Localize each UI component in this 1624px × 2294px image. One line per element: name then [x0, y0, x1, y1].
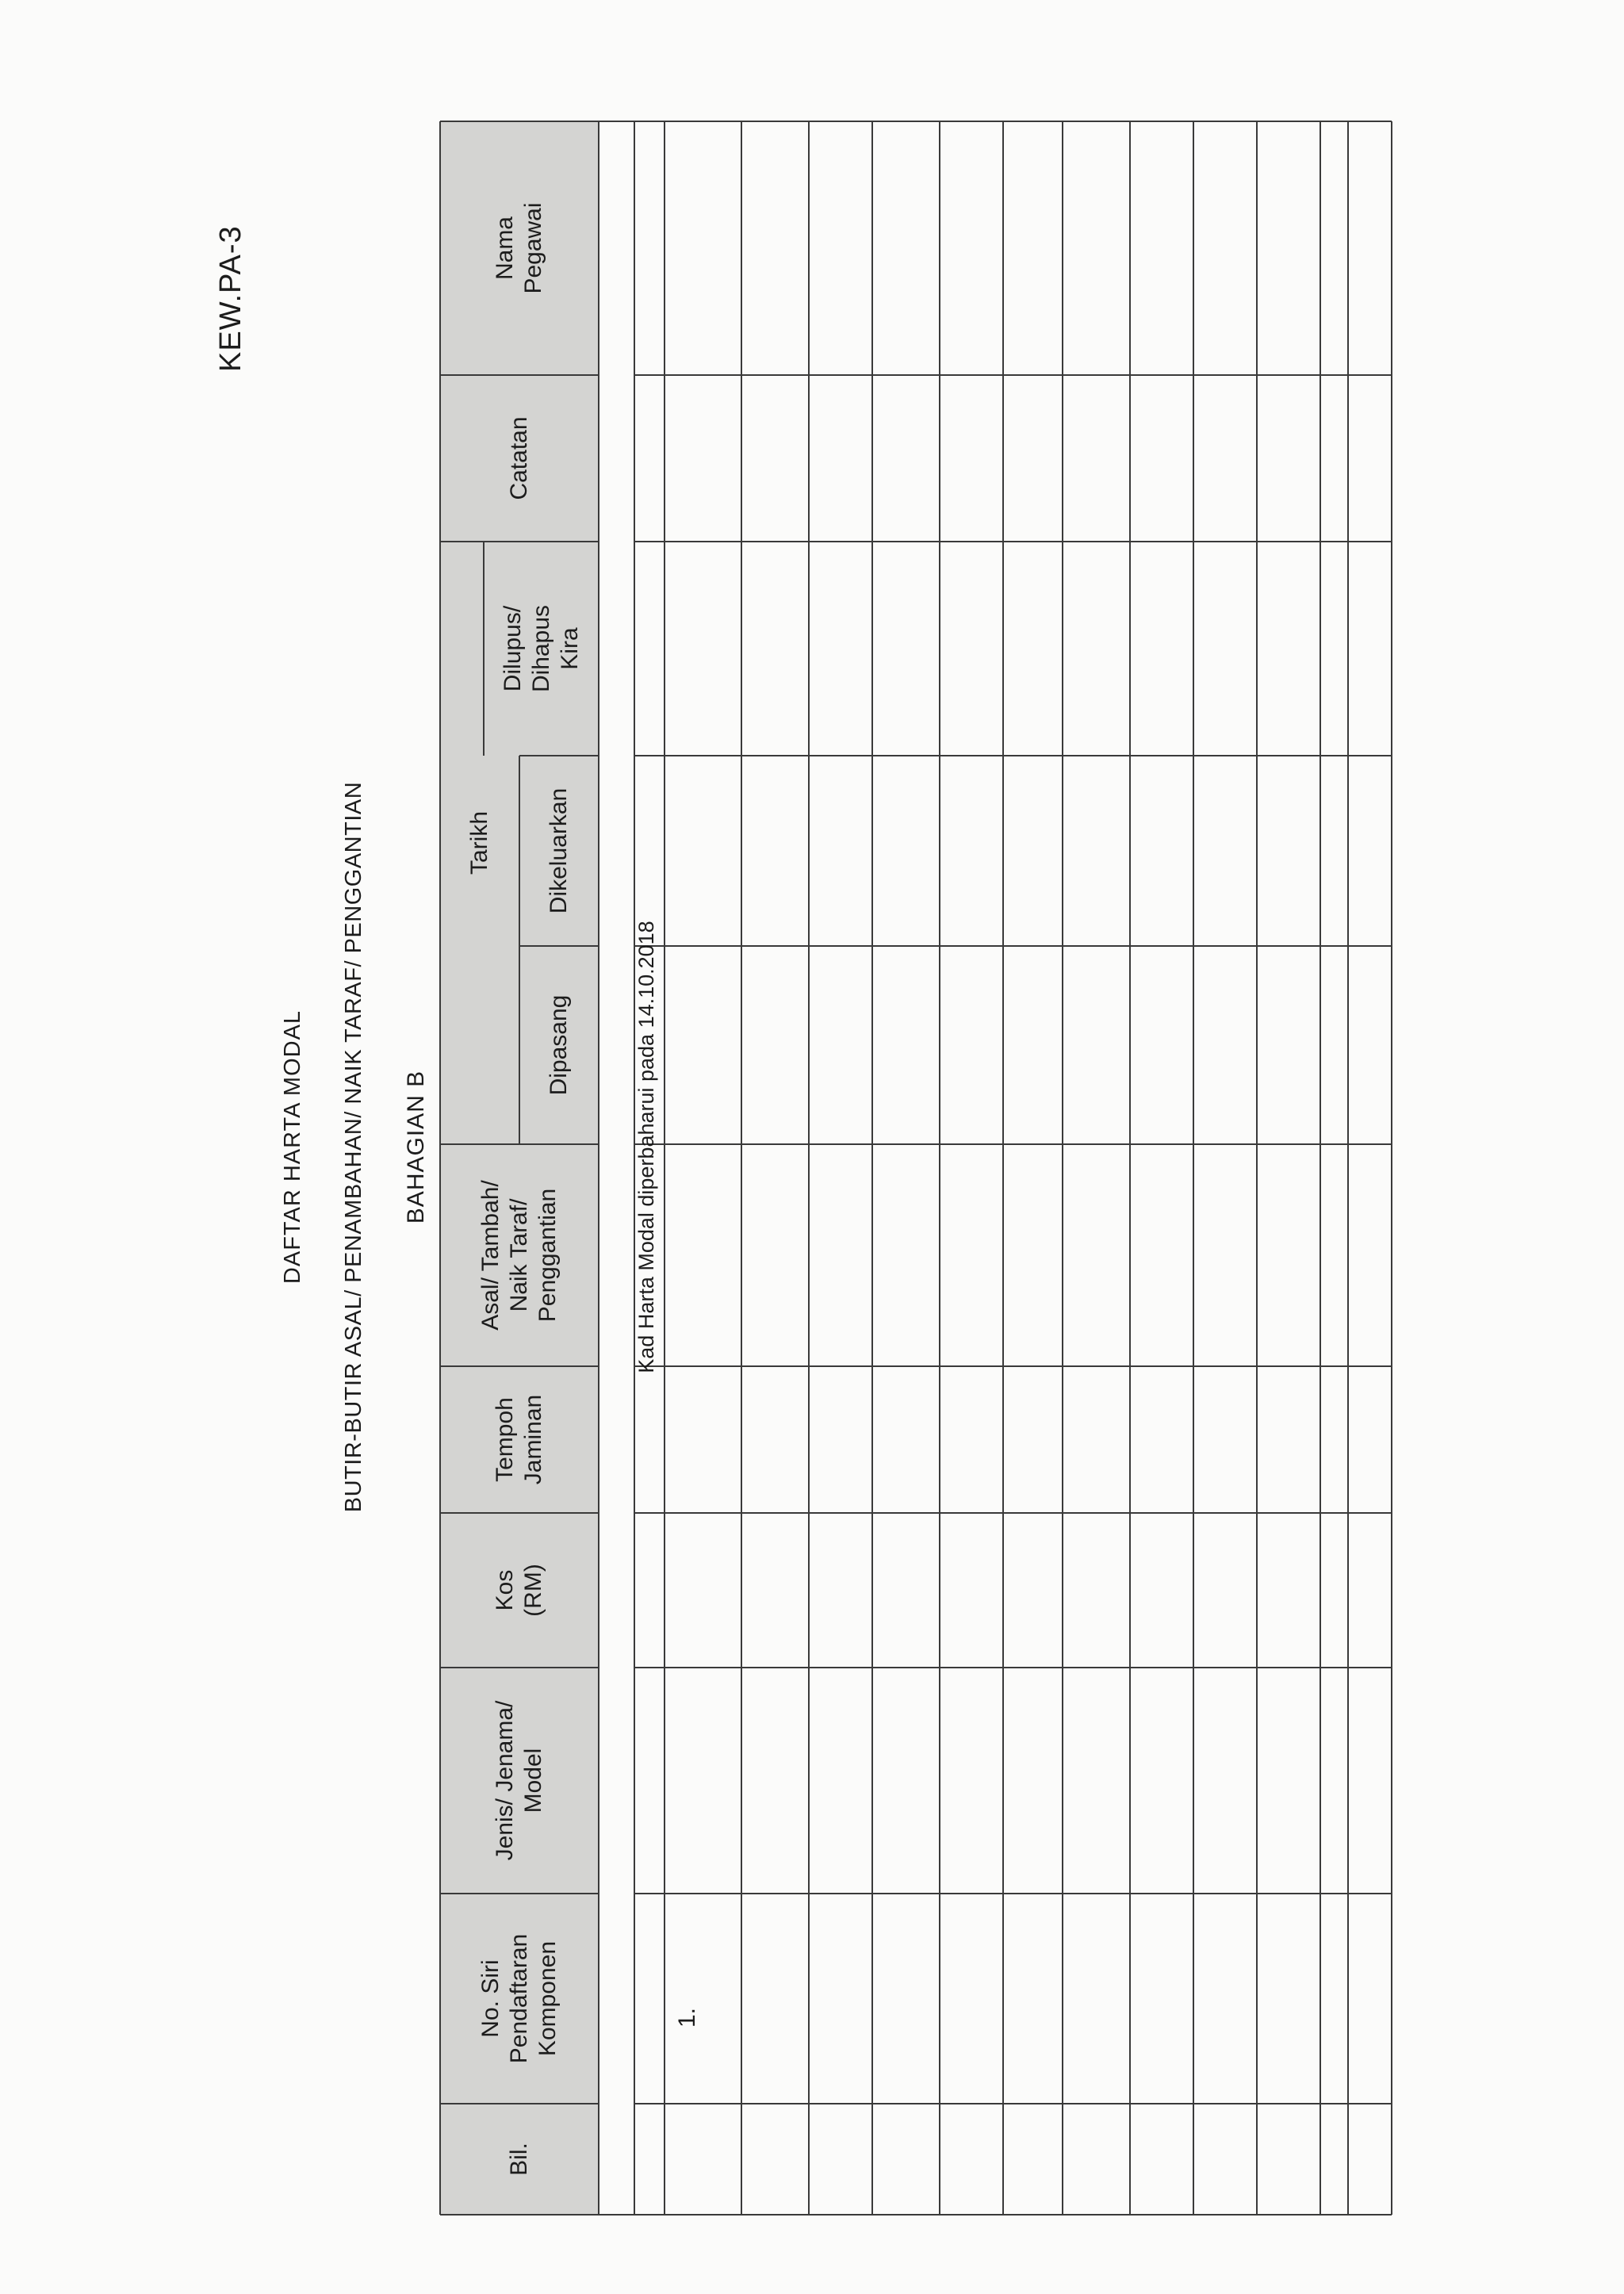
form-title: DAFTAR HARTA MODAL: [280, 1009, 305, 1285]
section-label: BAHAGIAN B: [403, 1070, 429, 1224]
header-dipasang: Dipasang: [546, 994, 572, 1096]
header-dilupus: Dilupus/ Dihapus Kira: [499, 604, 583, 693]
header-no-siri: No. Siri Pendaftaran Komponen: [477, 1933, 561, 2064]
form-subtitle: BUTIR-BUTIR ASAL/ PENAMBAHAN/ NAIK TARAF/ PENGGANTIAN: [341, 781, 366, 1513]
form-code: KEW.PA-3: [214, 225, 247, 372]
header-kos: Kos (RM): [492, 1564, 546, 1617]
header-jenis: Jenis/ Jenama/ Model: [492, 1700, 546, 1861]
header-catatan: Catatan: [506, 416, 532, 500]
row-number: 1.: [674, 2007, 700, 2028]
header-nama: Nama Pegawai: [492, 202, 546, 294]
footnote: Kad Harta Modal diperbaharui pada 14.10.2018: [634, 921, 658, 1373]
header-tarikh: Tarikh: [466, 810, 492, 875]
header-dikeluarkan: Dikeluarkan: [546, 787, 572, 914]
header-bil: Bil.: [506, 2143, 532, 2176]
header-tempoh: Tempoh Jaminan: [492, 1394, 546, 1485]
header-asal: Asal/ Tambah/ Naik Taraf/ Penggantian: [477, 1180, 561, 1331]
